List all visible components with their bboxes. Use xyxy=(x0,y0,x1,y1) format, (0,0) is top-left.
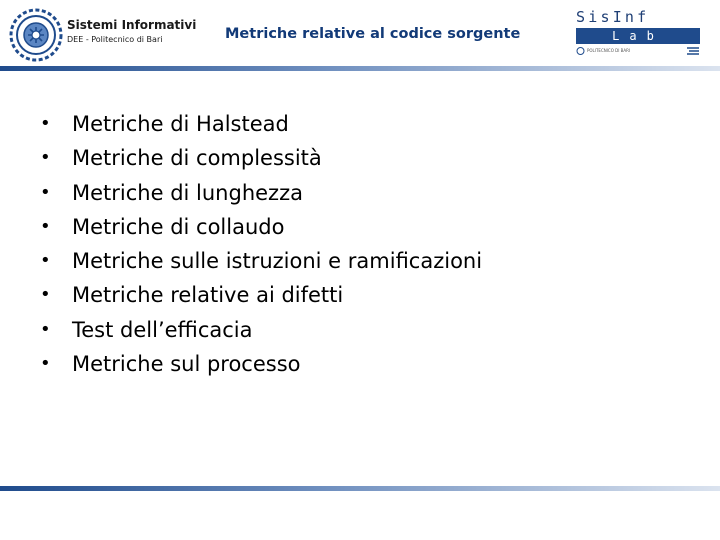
politecnico-logo-text: POLITECNICO DI BARI xyxy=(587,48,631,53)
page-title: Metriche relative al codice sorgente xyxy=(225,26,521,42)
list-item: • Test dell’efficacia xyxy=(40,313,482,347)
bullet-dot: • xyxy=(40,147,51,169)
bullet-dot: • xyxy=(40,353,51,375)
sisinf-word: SisInf xyxy=(576,8,650,26)
sisinf-lab-bar: Lab xyxy=(576,28,700,44)
footer-divider xyxy=(0,486,720,491)
list-item: • Metriche relative ai difetti xyxy=(40,278,482,312)
header-divider xyxy=(0,66,720,71)
list-item: • Metriche di Halstead xyxy=(40,107,482,141)
gear-logo-icon xyxy=(9,8,63,62)
bullet-dot: • xyxy=(40,113,51,134)
bullet-dot: • xyxy=(40,318,51,340)
bullet-dot: • xyxy=(40,181,51,203)
sisinf-footer xyxy=(576,47,700,55)
politecnico-seal-icon xyxy=(576,47,585,55)
list-item: • Metriche di collaudo xyxy=(40,210,482,244)
list-item: • Metriche sulle istruzioni e ramificazioni xyxy=(40,244,482,278)
brand-subtitle: DEE - Politecnico di Bari xyxy=(67,35,163,44)
sisinf-lab-logo xyxy=(576,8,704,55)
bullet-dot: • xyxy=(40,284,51,306)
slide-header xyxy=(0,0,720,70)
brand-title: Sistemi Informativi xyxy=(67,18,197,32)
list-item: • Metriche sul processo xyxy=(40,347,482,381)
bullet-dot: • xyxy=(40,250,51,272)
bullet-dot: • xyxy=(40,215,51,237)
bullet-list xyxy=(40,107,482,381)
list-item: • Metriche di lunghezza xyxy=(40,176,482,210)
dee-logo-icon xyxy=(686,47,700,55)
list-item: • Metriche di complessità xyxy=(40,141,482,175)
